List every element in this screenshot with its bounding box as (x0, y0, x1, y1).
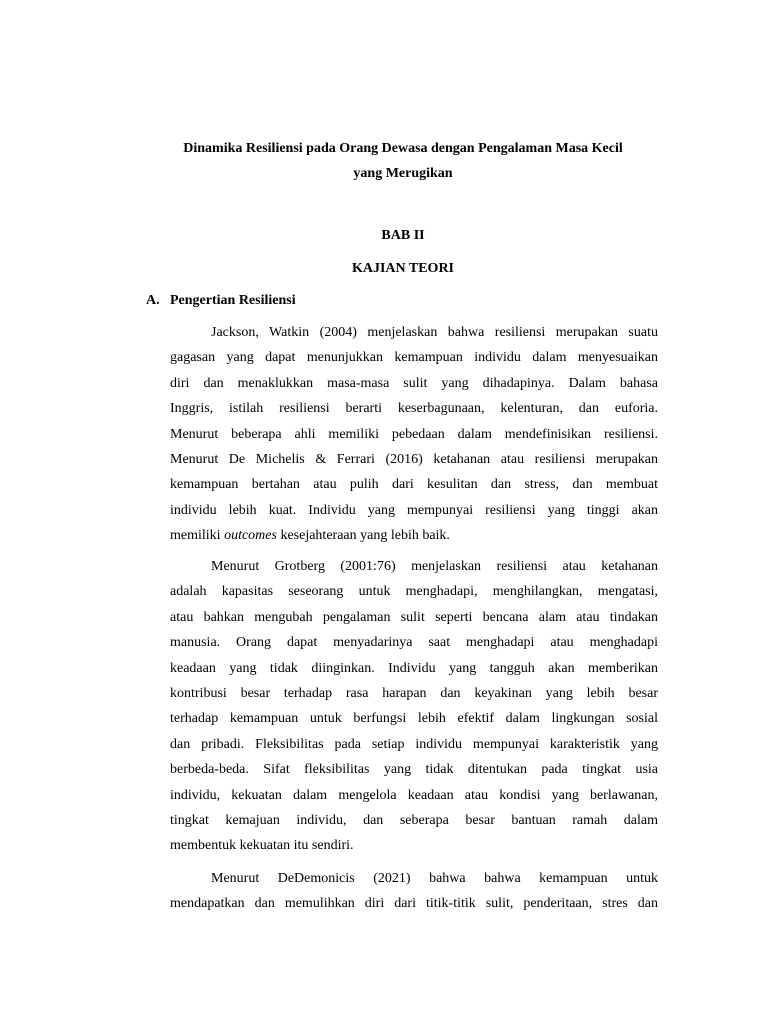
paragraph-line: Menurut beberapa ahli memiliki pebedaan dalam mendefinisikan resiliensi. (170, 426, 658, 442)
paragraph-line: keadaan yang tidak diinginkan. Individu yang tangguh akan memberikan (170, 660, 658, 676)
section-heading (146, 291, 296, 311)
document-title-line-1: Dinamika Resiliensi pada Orang Dewasa dengan Pengalaman Masa Kecil (183, 141, 623, 156)
document-title-line-2: yang Merugikan (353, 166, 453, 181)
paragraph-text: memiliki (170, 528, 225, 544)
section-letter: A. (146, 293, 160, 308)
paragraph-line: gagasan yang dapat menunjukkan kemampuan individu dalam menyesuaikan (170, 350, 658, 366)
paragraph-line (170, 523, 658, 548)
italic-term: outcomes (224, 528, 277, 544)
paragraph-line: membentuk kekuatan itu sendiri. (170, 838, 354, 854)
section-title: Pengertian Resiliensi (170, 293, 296, 308)
paragraph-line: adalah kapasitas seseorang untuk menghadapi, menghilangkan, mengatasi, (170, 584, 658, 600)
paragraph-text: kesejahteraan yang lebih baik. (276, 528, 450, 544)
paragraph-line: Inggris, istilah resiliensi berarti keserbagunaan, kelenturan, dan euforia. (170, 401, 658, 417)
paragraph-line: Menurut DeDemonicis (2021) bahwa bahwa kemampuan untuk (211, 871, 658, 886)
paragraph-line: terhadap kemampuan untuk berfungsi lebih efektif dalam lingkungan sosial (170, 711, 658, 727)
paragraph-1 (170, 320, 658, 549)
chapter-number: BAB II (381, 228, 425, 243)
paragraph-line: dan pribadi. Fleksibilitas pada setiap individu mempunyai karakteristik yang (170, 736, 658, 752)
paragraph-line: individu lebih kuat. Individu yang mempunyai resiliensi yang tinggi akan (170, 502, 658, 518)
paragraph-line: tingkat kemajuan individu, dan seberapa besar bantuan ramah dalam (170, 812, 658, 828)
paragraph-line: diri dan menaklukkan masa-masa sulit yang dihadapinya. Dalam bahasa (170, 375, 658, 391)
paragraph-3 (170, 866, 658, 917)
document-title (140, 136, 666, 186)
paragraph-line: atau bahkan mengubah pengalaman sulit seperti bencana alam atau tindakan (170, 609, 658, 625)
paragraph-2 (170, 554, 658, 859)
paragraph-line: Menurut Grotberg (2001:76) menjelaskan resiliensi atau ketahanan (211, 559, 658, 574)
paragraph-line: berbeda-beda. Sifat fleksibilitas yang tidak ditentukan pada tingkat usia (170, 762, 658, 778)
paragraph-line: individu, kekuatan dalam mengelola keadaan atau kondisi yang berlawanan, (170, 787, 658, 803)
paragraph-line: manusia. Orang dapat menyadarinya saat menghadapi atau menghadapi (170, 635, 658, 651)
paragraph-line: kemampuan bertahan atau pulih dari kesulitan dan stress, dan membuat (170, 477, 658, 493)
chapter-title: KAJIAN TEORI (351, 261, 455, 276)
paragraph-line: Jackson, Watkin (2004) menjelaskan bahwa resiliensi merupakan suatu (211, 325, 658, 340)
paragraph-line: mendapatkan dan memulihkan diri dari titik-titik sulit, penderitaan, stres dan (170, 896, 658, 912)
paragraph-line: Menurut De Michelis & Ferrari (2016) ketahanan atau resiliensi merupakan (170, 451, 658, 467)
paragraph-line: kontribusi besar terhadap rasa harapan dan keyakinan yang lebih besar (170, 685, 658, 701)
